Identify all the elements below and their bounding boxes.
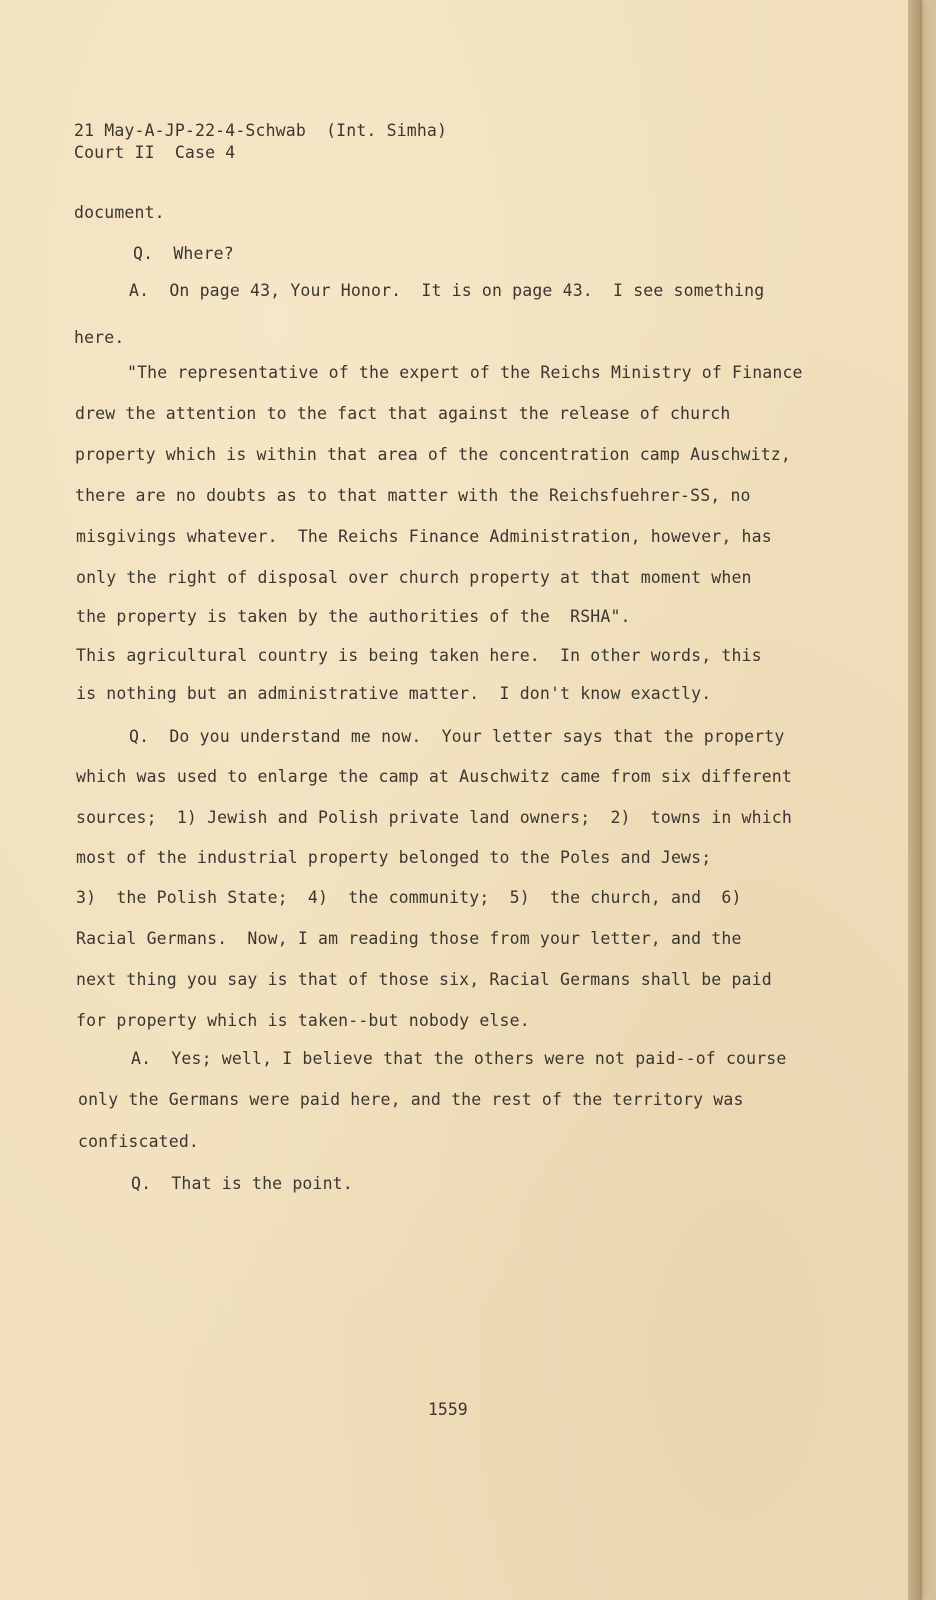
text-line: the property is taken by the authorities of the RSHA". (76, 607, 631, 626)
text-line: here. (74, 328, 125, 347)
text-line: confiscated. (78, 1132, 200, 1151)
text-line: Q. Where? (133, 244, 234, 263)
text-line: for property which is taken--but nobody else. (76, 1011, 530, 1030)
text-line: most of the industrial property belonged to the Poles and Jews; (76, 848, 712, 867)
text-line: there are no doubts as to that matter with the Reichsfuehrer-SS, no (75, 486, 751, 505)
header-case-reference: 21 May-A-JP-22-4-Schwab (Int. Simha) (74, 121, 448, 140)
page-edge (908, 0, 922, 1600)
text-line: drew the attention to the fact that against the release of church (75, 404, 731, 423)
text-line: "The representative of the expert of the Reichs Ministry of Finance (127, 363, 803, 382)
text-line: document. (74, 203, 165, 222)
text-line: Q. Do you understand me now. Your letter says that the property (129, 727, 785, 746)
text-line: A. On page 43, Your Honor. It is on page 43. I see something (129, 281, 765, 300)
text-line: This agricultural country is being taken here. In other words, this (76, 646, 762, 665)
text-line: property which is within that area of the concentration camp Auschwitz, (75, 445, 791, 464)
text-line: sources; 1) Jewish and Polish private land owners; 2) towns in which (76, 808, 792, 827)
text-line: A. Yes; well, I believe that the others were not paid--of course (131, 1049, 787, 1068)
page-number: 1559 (428, 1400, 468, 1419)
text-line: misgivings whatever. The Reichs Finance Administration, however, has (76, 527, 772, 546)
text-line: Q. That is the point. (131, 1174, 353, 1193)
text-line: 3) the Polish State; 4) the community; 5) the church, and 6) (76, 888, 742, 907)
text-line: Racial Germans. Now, I am reading those from your letter, and the (76, 929, 742, 948)
text-line: which was used to enlarge the camp at Auschwitz came from six different (76, 767, 792, 786)
text-line: only the right of disposal over church property at that moment when (76, 568, 752, 587)
text-line: is nothing but an administrative matter. I don't know exactly. (76, 684, 712, 703)
text-line: next thing you say is that of those six, Racial Germans shall be paid (76, 970, 772, 989)
text-line: only the Germans were paid here, and the rest of the territory was (78, 1090, 744, 1109)
header-court-case: Court II Case 4 (74, 143, 236, 162)
